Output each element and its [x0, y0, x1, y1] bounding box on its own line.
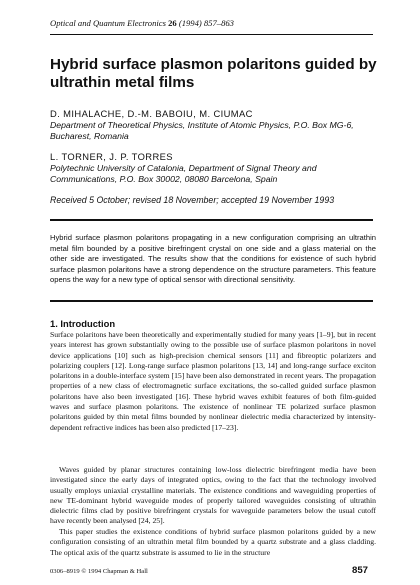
copyright-code: 0306–8919 © 1994 Chapman & Hall: [50, 568, 148, 575]
page-number: 857: [352, 565, 369, 576]
intro-paragraph-1: Surface polaritons have been theoretically and experimentally studied for many years [1–9], but in recent years interest has grown substantially owing to the possible use of surface plasmon polaritons in novel device applications [10] such as high-precision chemical sensors [11] and fibreoptic polarizers and polarizing couplers [12]. Long-range surface plasmon polaritons [13, 14] and long-range surface exciton polaritons in a double-interface system [15] have been also demonstrated in recent years. The propagation properties of a new class of electromagnetic surface excitations, the so-called guided surface plasmon polaritons have also been investigated [16]. These hybrid waves exhibit features of both film-guided waves and surface plasmon polaritons. The existence of nonlinear TE polarized surface plasmon polaritons guided by thin metal films bounded by nonlinear dielectric media characterized by intensity-dependent refractive indices has been also predicted [17–23].: [50, 330, 376, 432]
affiliation-1: [50, 120, 380, 142]
abstract-text: Hybrid surface plasmon polaritons propagating in a new configuration comprising an ultrathin metal film bounded by a positive birefringent crystal on one side and a glass material on the other side are investigated. The results show that the conditions for existence of such hybrid surface plasmon polaritons have a strong dependence on the structure parameters. This feature opens the way for a new type of optical sensor with directional sensitivity.: [50, 233, 376, 284]
affiliation-2-line-1: Polytechnic University of Catalonia, Department of Signal Theory and: [50, 163, 317, 173]
intro-paragraph-2: Waves guided by planar structures containing low-loss dielectric birefringent media have been investigated since the early days of integrated optics, owing to the fact that the technology involved usually employs uniaxial crystalline materials. The existence conditions and waveguiding properties of new TE-dominant hybrid waveguide modes of properly tailored waveguides consisting of ultrathin dielectric films clad by positive birefringent crystals for waveguide parameters below the usual cutoff have recently been analysed [24, 25].: [50, 465, 376, 526]
authors-group-2: L. TORNER, J. P. TORRES: [50, 151, 173, 162]
journal-name: Optical and Quantum Electronics: [50, 18, 166, 28]
abstract-bottom-rule: [50, 300, 373, 302]
affiliation-1-line-2: Bucharest, Romania: [50, 131, 129, 141]
abstract-top-rule: [50, 219, 373, 221]
journal-volume: 26: [168, 18, 177, 28]
received-dates: Received 5 October; revised 18 November; accepted 19 November 1993: [50, 195, 335, 205]
journal-header: [50, 18, 380, 29]
authors-group-1: D. MIHALACHE, D.-M. BABOIU, M. CIUMAC: [50, 108, 253, 119]
section-heading-introduction: 1. Introduction: [50, 318, 116, 329]
affiliation-1-line-1: Department of Theoretical Physics, Institute of Atomic Physics, P.O. Box MG-6,: [50, 120, 354, 130]
intro-paragraph-3: This paper studies the existence conditions of hybrid surface plasmon polaritons guided by a new configuration consisting of an ultrathin metal film bounded by a quartz substrate and a glass cladding. The optical axis of the quartz substrate is assumed to lie in the structure: [50, 527, 376, 557]
journal-year-pages: (1994) 857–863: [178, 18, 234, 28]
affiliation-2-line-2: Communications, P.O. Box 30002, 08080 Barcelona, Spain: [50, 174, 278, 184]
affiliation-2: [50, 163, 380, 185]
header-rule: [50, 34, 373, 35]
article-title: Hybrid surface plasmon polaritons guided by ultrathin metal films: [50, 56, 377, 91]
